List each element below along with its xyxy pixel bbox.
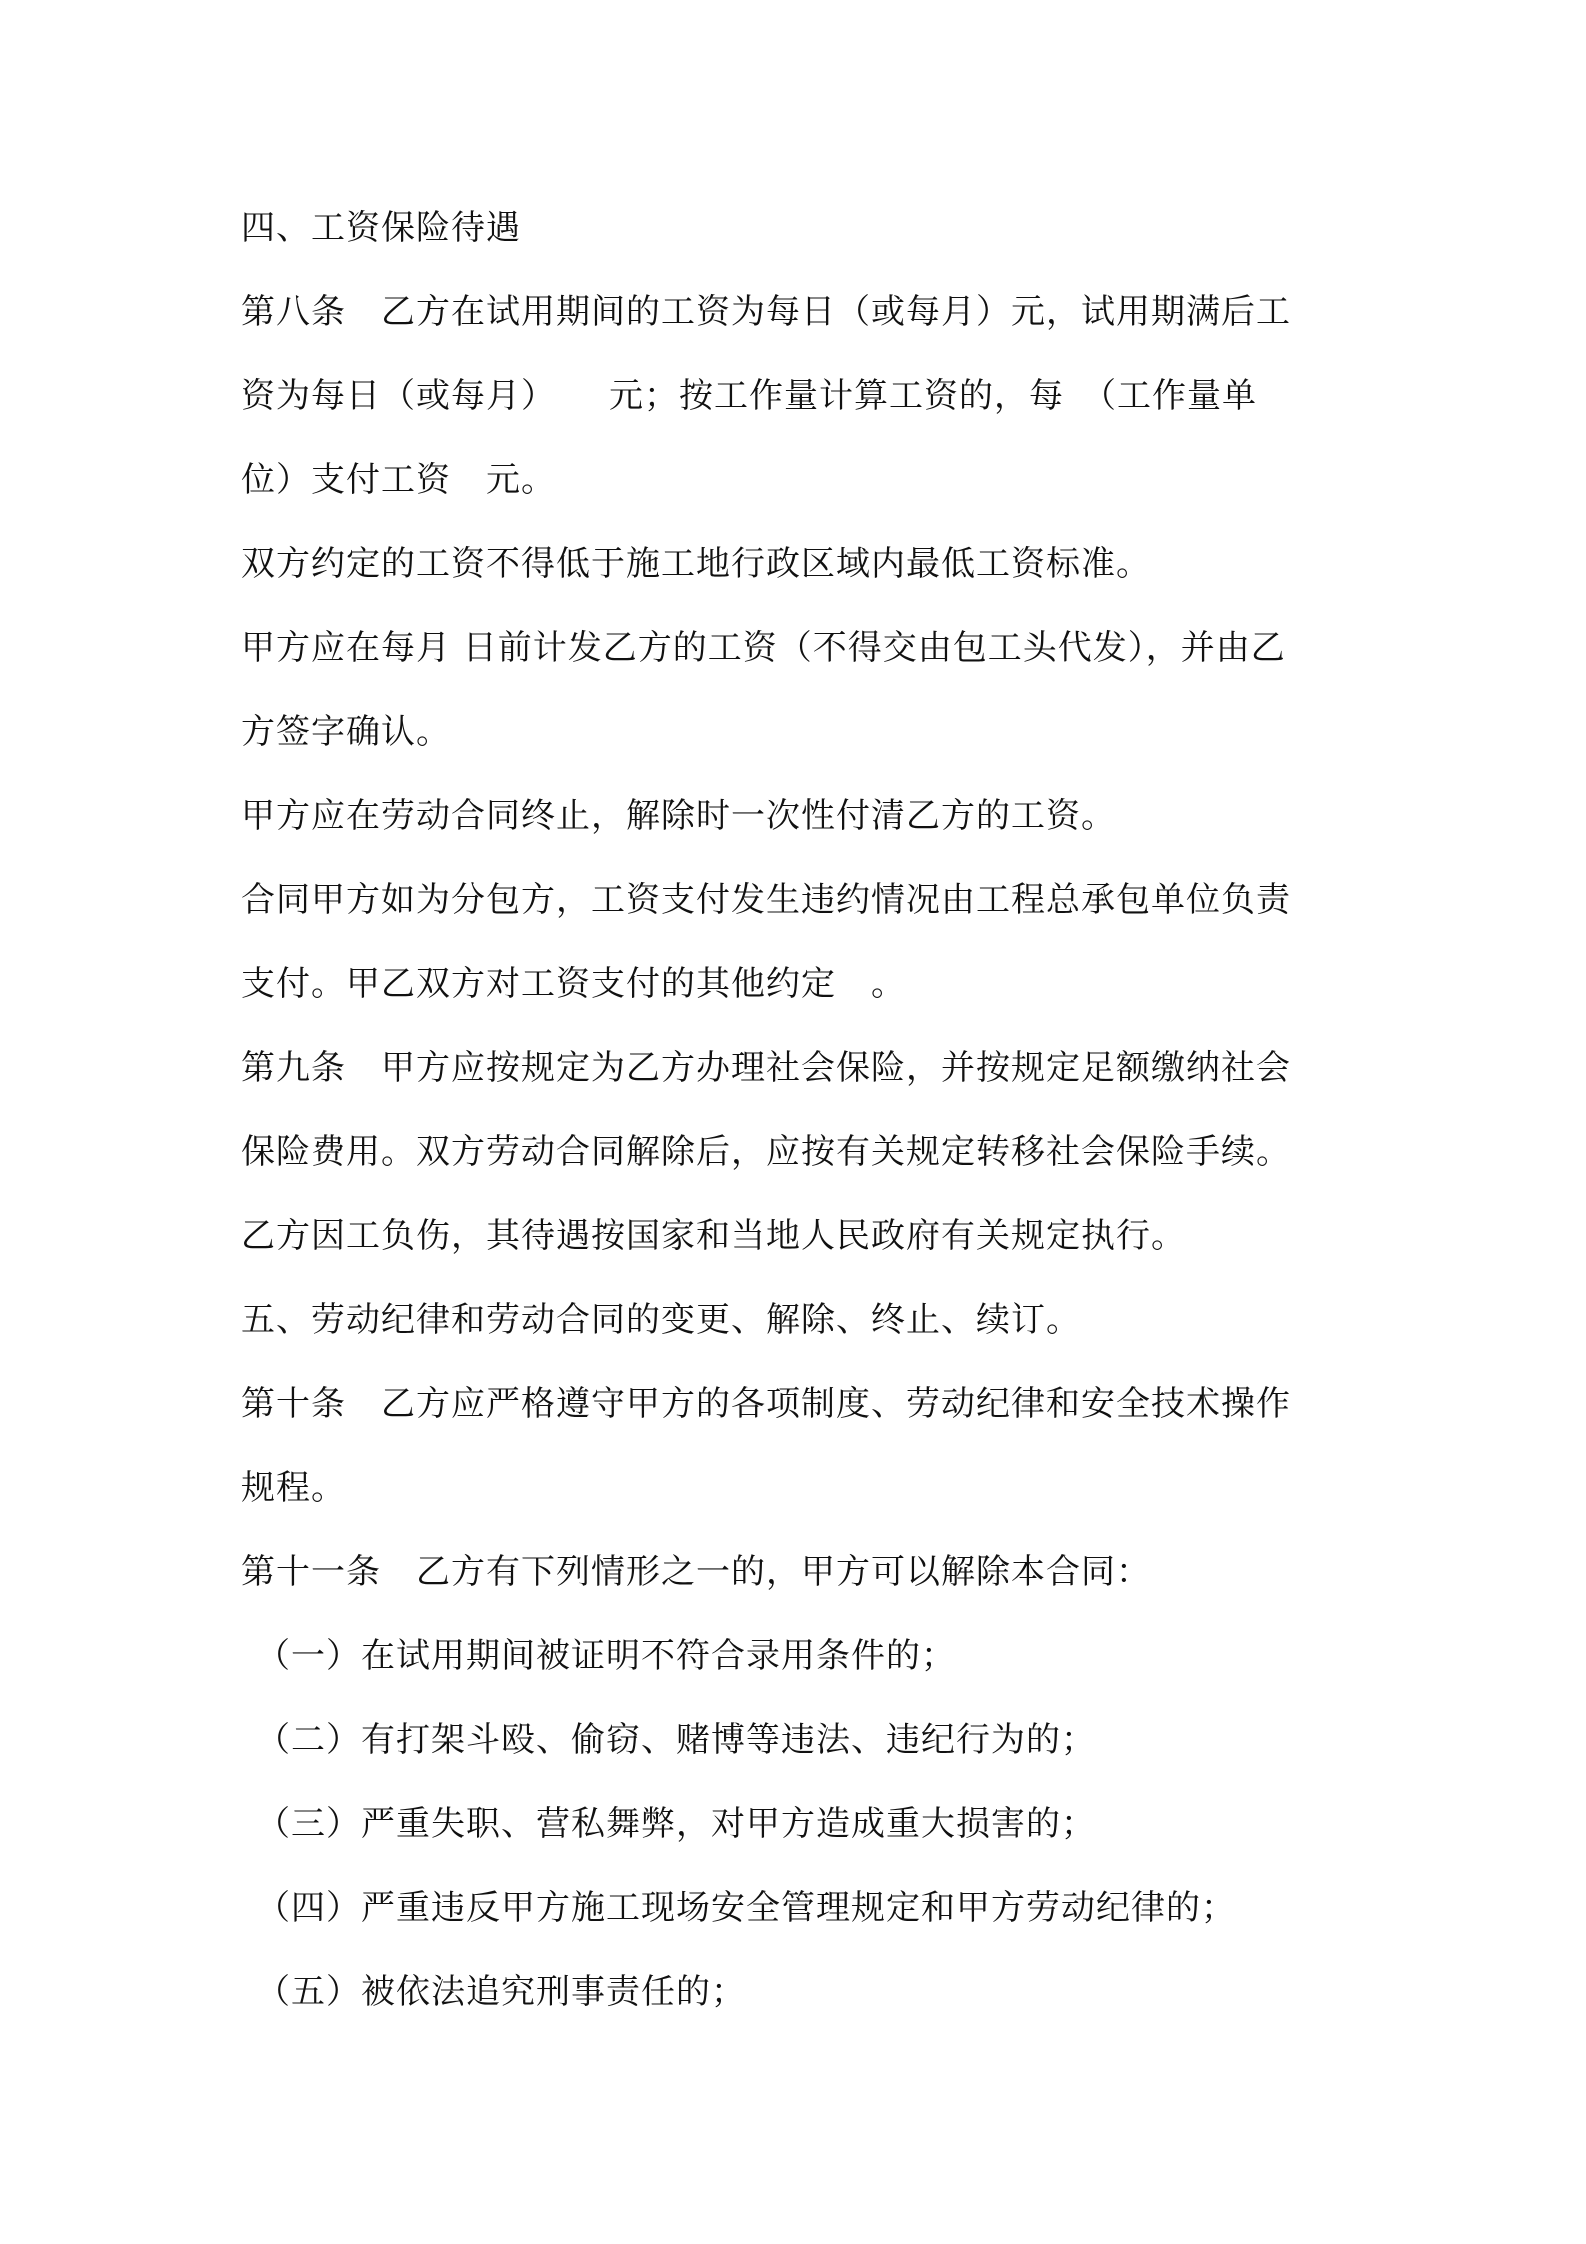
list-item-2: （二）有打架斗殴、偷窃、赌博等违法、违纪行为的； — [256, 1720, 1096, 1760]
list-item-4: （四）严重违反甲方施工现场安全管理规定和甲方劳动纪律的； — [256, 1888, 1236, 1928]
list-item-5: （五）被依法追究刑事责任的； — [256, 1972, 746, 2012]
paragraph-pay-date-line-2: 方签字确认。 — [241, 712, 451, 752]
article-8-line-2: 资为每日（或每月） 元；按工作量计算工资的，每 （工作量单 — [241, 376, 1257, 416]
article-8-line-3: 位）支付工资 元。 — [241, 460, 556, 500]
article-9-line-1: 第九条 甲方应按规定为乙方办理社会保险，并按规定足额缴纳社会 — [241, 1048, 1291, 1088]
section-heading-4: 四、工资保险待遇 — [241, 208, 521, 248]
article-10-line-2: 规程。 — [241, 1468, 346, 1508]
article-11-intro: 第十一条 乙方有下列情形之一的，甲方可以解除本合同： — [241, 1552, 1151, 1592]
paragraph-subcontract-line-1: 合同甲方如为分包方，工资支付发生违约情况由工程总承包单位负责 — [241, 880, 1291, 920]
section-heading-5: 五、劳动纪律和劳动合同的变更、解除、终止、续订。 — [241, 1300, 1081, 1340]
article-9-line-2: 保险费用。双方劳动合同解除后，应按有关规定转移社会保险手续。 — [241, 1132, 1291, 1172]
article-8-line-1: 第八条 乙方在试用期间的工资为每日（或每月）元，试用期满后工 — [241, 292, 1291, 332]
paragraph-injury: 乙方因工负伤，其待遇按国家和当地人民政府有关规定执行。 — [241, 1216, 1186, 1256]
paragraph-final-pay: 甲方应在劳动合同终止，解除时一次性付清乙方的工资。 — [241, 796, 1116, 836]
list-item-1: （一）在试用期间被证明不符合录用条件的； — [256, 1636, 956, 1676]
paragraph-min-wage: 双方约定的工资不得低于施工地行政区域内最低工资标准。 — [241, 544, 1151, 584]
list-item-3: （三）严重失职、营私舞弊，对甲方造成重大损害的； — [256, 1804, 1096, 1844]
paragraph-pay-date-line-1: 甲方应在每月 日前计发乙方的工资（不得交由包工头代发），并由乙 — [241, 628, 1286, 668]
article-10-line-1: 第十条 乙方应严格遵守甲方的各项制度、劳动纪律和安全技术操作 — [241, 1384, 1291, 1424]
paragraph-subcontract-line-2: 支付。甲乙双方对工资支付的其他约定 。 — [241, 964, 906, 1004]
